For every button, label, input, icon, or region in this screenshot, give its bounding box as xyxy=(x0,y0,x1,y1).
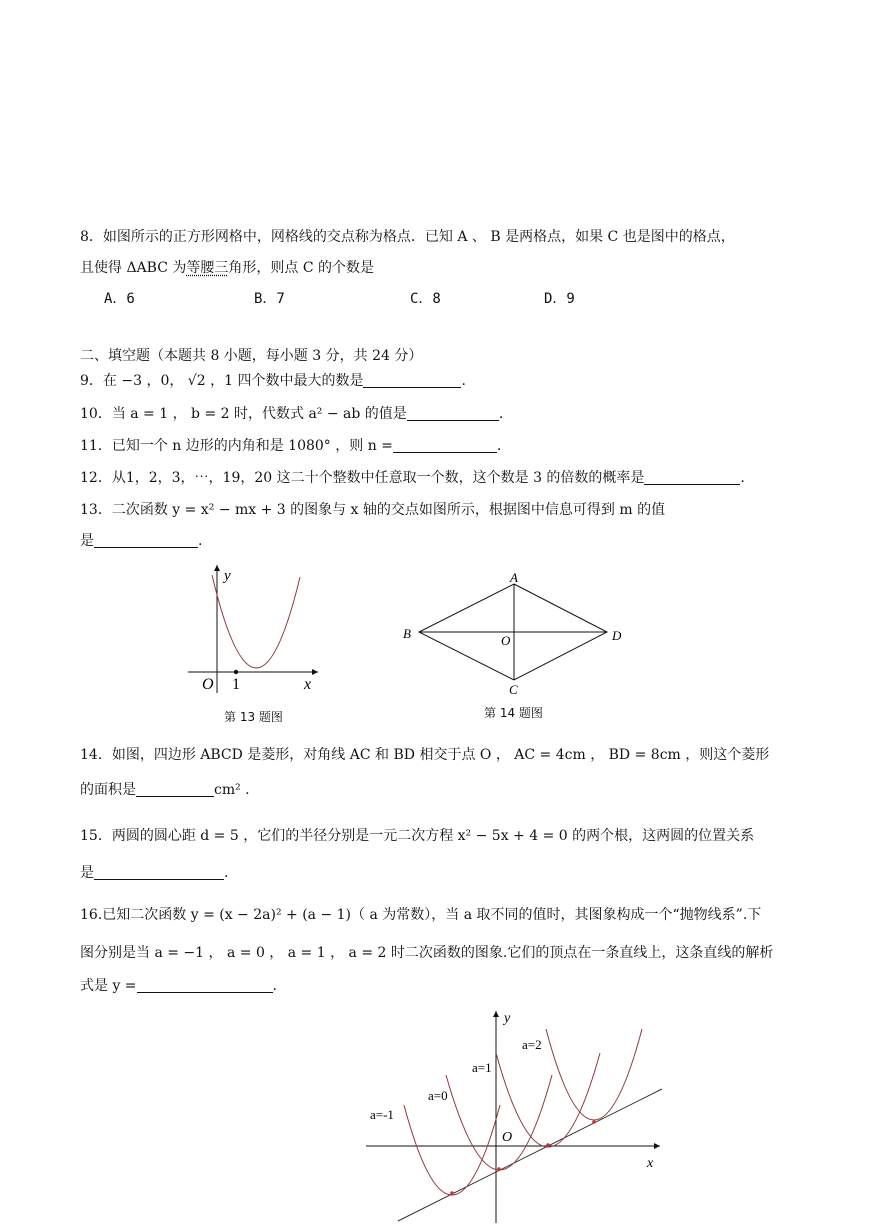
q8-option-d: D．9 xyxy=(544,291,575,307)
q8-option-c: C．8 xyxy=(410,291,441,307)
q14-unit: cm² . xyxy=(214,782,250,798)
q16-line3-pre: 式是 y = xyxy=(80,978,137,994)
q9-end: . xyxy=(461,373,466,389)
figure-14-rhombus xyxy=(395,570,635,698)
q8-option-b: B．7 xyxy=(254,291,285,307)
q11-text: 11．已知一个 n 边形的内角和是 1080° ，则 n = xyxy=(80,438,393,454)
fig16-label-a-minus1: a=-1 xyxy=(370,1107,394,1122)
fig14-label-c: C xyxy=(509,682,518,697)
q8-line2 xyxy=(80,258,374,278)
q15-answer-blank[interactable] xyxy=(94,863,224,880)
fig14-caption: 第 14 题图 xyxy=(484,706,543,720)
q9 xyxy=(80,371,466,391)
figure-16-parabola-family xyxy=(362,1005,672,1228)
fig14-label-o: O xyxy=(501,633,511,648)
fig16-label-a1: a=1 xyxy=(472,1060,492,1075)
fig13-y-label: y xyxy=(224,568,231,584)
q16-line1: 16.已知二次函数 y = (x − 2a)² + (a − 1)（ a 为常数），当 a 取不同的值时，其图象构成一个“抛物线系”.下 xyxy=(80,907,762,923)
q13-line2-pre: 是 xyxy=(80,533,94,549)
fig14-label-d: D xyxy=(612,628,622,643)
q16-end: . xyxy=(272,978,277,994)
q10-end: . xyxy=(498,406,504,422)
q10-answer-blank[interactable] xyxy=(407,404,499,421)
fig14-label-b: B xyxy=(403,626,411,641)
fig14-label-a: A xyxy=(510,570,518,585)
q14-line2 xyxy=(80,780,250,800)
fig13-one-label: 1 xyxy=(232,676,240,693)
q8-dotted-emphasis: 等腰三 xyxy=(186,260,229,276)
q10 xyxy=(80,404,503,424)
q11 xyxy=(80,436,501,456)
q13-line1: 13．二次函数 y = x² − mx + 3 的图象与 x 轴的交点如图所示，根据图中信息可得到 m 的值 xyxy=(80,502,666,518)
q15-line2-pre: 是 xyxy=(80,865,94,881)
q8-line2-pre: 且使得 ΔABC 为 xyxy=(80,260,187,276)
q15-line1: 15．两圆的圆心距 d = 5 ，它们的半径分别是一元二次方程 x² − 5x + 4 = 0 的两个根，这两圆的位置关系 xyxy=(80,828,755,844)
q15-line2 xyxy=(80,863,228,883)
q12-answer-blank[interactable] xyxy=(644,468,740,485)
q16-line3 xyxy=(80,976,277,996)
fig13-origin-label: O xyxy=(202,676,214,693)
q8-line1: 8．如图所示的正方形网格中，网格线的交点称为格点．已知 A 、 B 是两格点，如果 C 也是图中的格点， xyxy=(80,229,735,245)
fig16-label-a0: a=0 xyxy=(428,1088,448,1103)
q12-end: . xyxy=(740,470,745,486)
q13-answer-blank[interactable] xyxy=(94,531,198,548)
q8-option-a: A．6 xyxy=(104,291,135,307)
fig16-x-label: x xyxy=(647,1156,654,1171)
fig16-label-a2: a=2 xyxy=(522,1037,542,1052)
q13-line2 xyxy=(80,531,202,551)
fig13-caption: 第 13 题图 xyxy=(224,710,283,724)
section2-heading: 二、填空题（本题共 8 小题，每小题 3 分，共 24 分） xyxy=(80,348,423,364)
q12-text: 12．从1，2，3，⋯，19，20 这二十个整数中任意取一个数，这个数是 3 的倍数的概率是 xyxy=(80,470,645,486)
q13-end: . xyxy=(198,533,203,549)
fig16-y-label: y xyxy=(504,1011,511,1026)
q14-answer-blank[interactable] xyxy=(136,780,214,797)
q16-answer-blank[interactable] xyxy=(137,976,273,993)
q9-text: 9．在 −3 ，0， √2 ，1 四个数中最大的数是 xyxy=(80,373,364,389)
q15-end: . xyxy=(224,865,229,881)
figure-13-parabola xyxy=(180,555,330,700)
q10-text: 10．当 a = 1 ， b = 2 时，代数式 a² − ab 的值是 xyxy=(80,406,407,422)
fig13-x-label: x xyxy=(304,676,312,693)
fig16-origin-label: O xyxy=(502,1130,513,1145)
q14-line1: 14．如图，四边形 ABCD 是菱形，对角线 AC 和 BD 相交于点 O ， AC = 4cm ， BD = 8cm ，则这个菱形 xyxy=(80,747,770,763)
q12 xyxy=(80,468,745,488)
q11-end: . xyxy=(496,438,502,454)
q9-answer-blank[interactable] xyxy=(363,371,461,388)
q14-line2-pre: 的面积是 xyxy=(80,782,136,798)
q11-answer-blank[interactable] xyxy=(393,436,497,453)
q8-line2-post: 角形，则点 C 的个数是 xyxy=(228,260,375,276)
q16-line2: 图分别是当 a = −1 ， a = 0 ， a = 1 ， a = 2 时二次函数的图象.它们的顶点在一条直线上，这条直线的解析 xyxy=(80,945,774,961)
